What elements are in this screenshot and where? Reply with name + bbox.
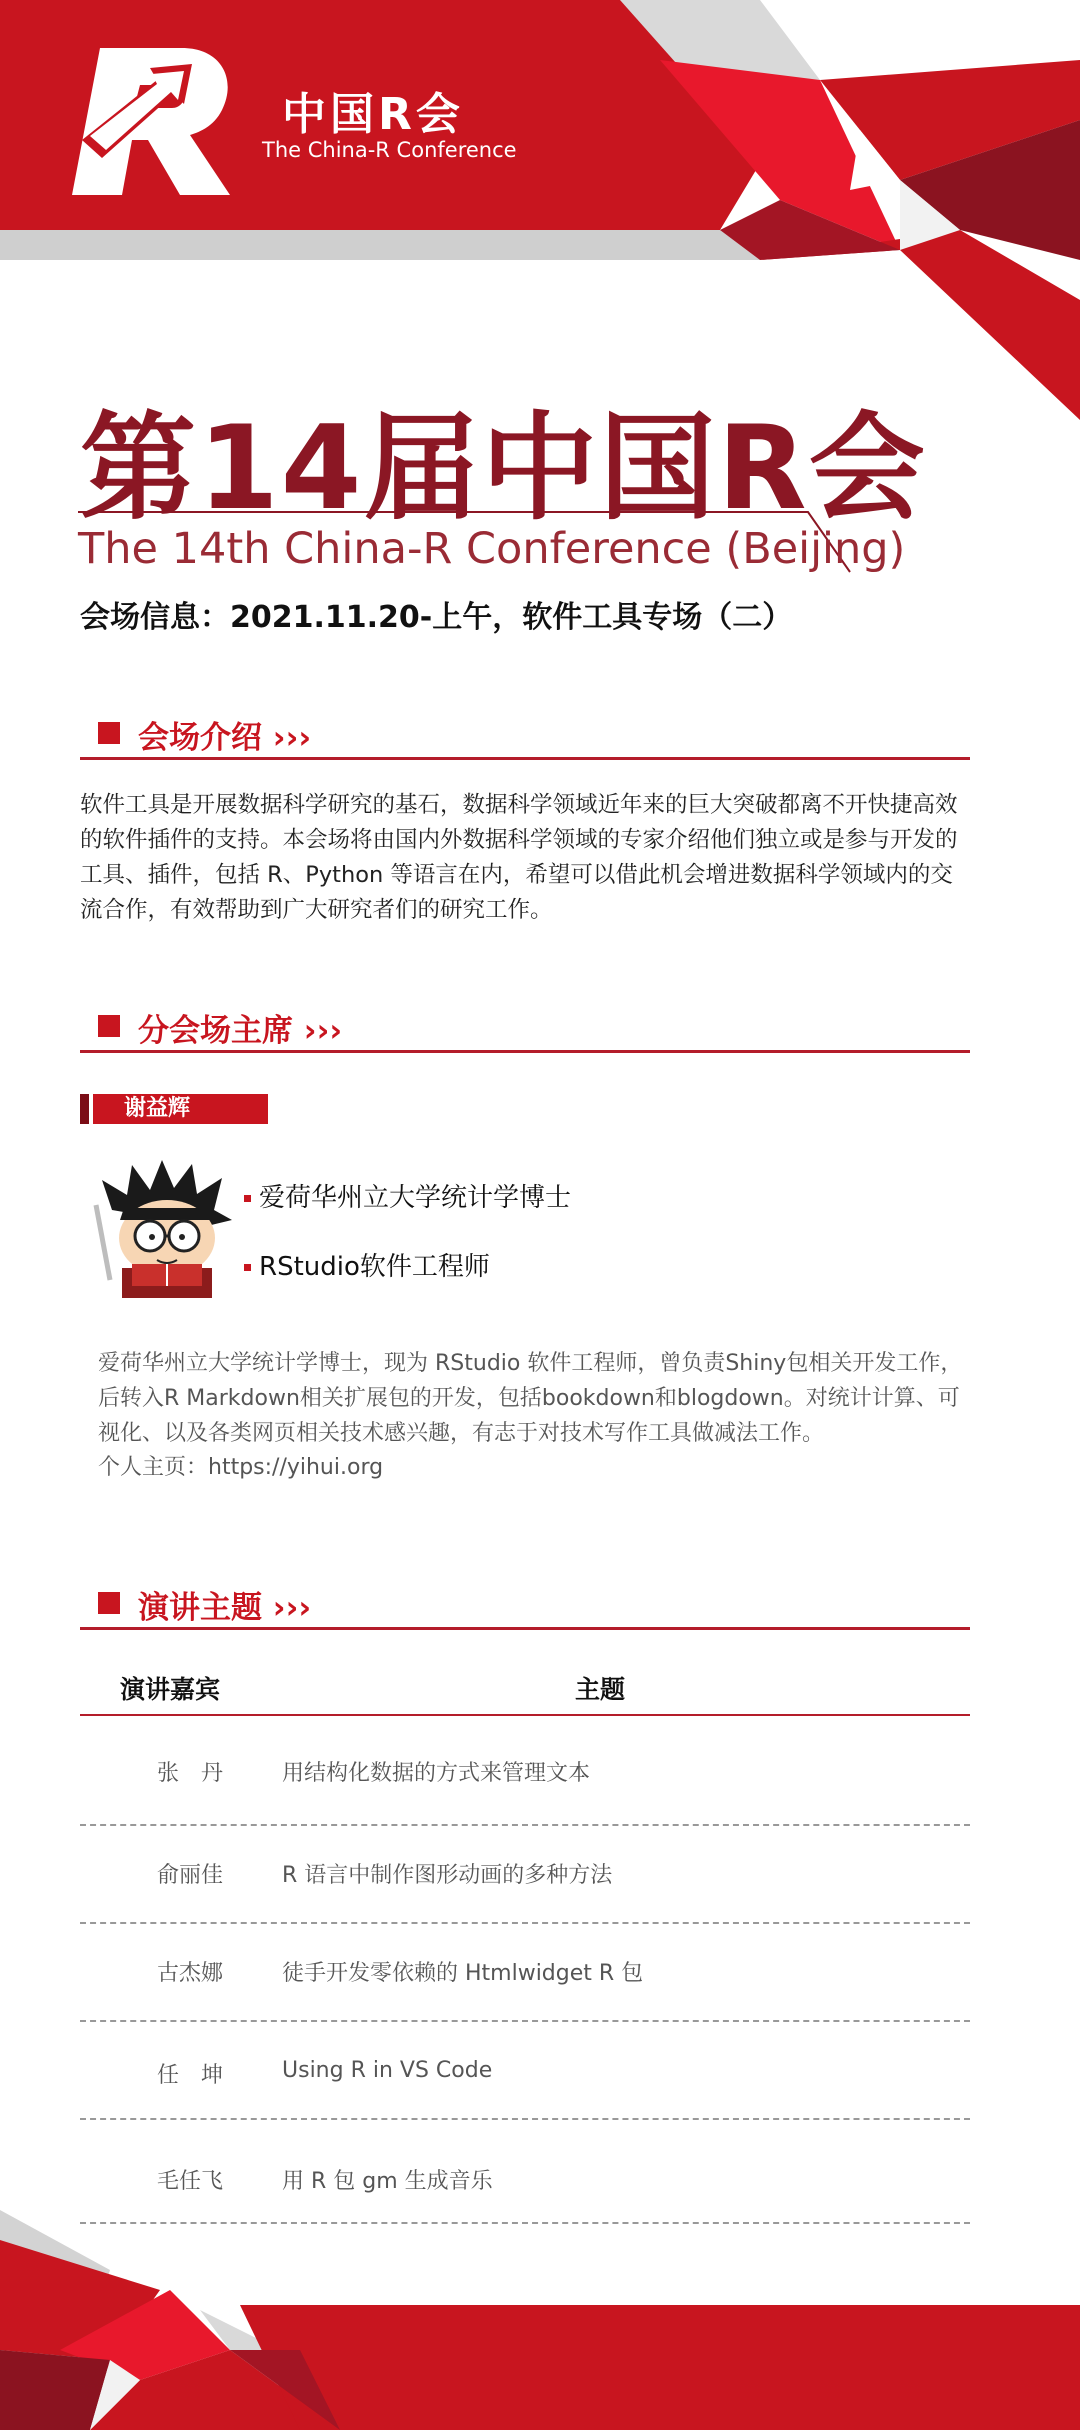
section-square-icon: [98, 1015, 120, 1037]
talk-topic: 用 R 包 gm 生成音乐: [282, 2169, 493, 2194]
col-header-speaker: 演讲嘉宾: [120, 1675, 221, 1704]
section-square-icon: [98, 722, 120, 744]
section-intro-header: [80, 712, 970, 756]
page-subtitle: The 14th China-R Conference (Beijing): [78, 524, 906, 574]
speaker-name: 张 丹: [156, 1761, 223, 1786]
talk-topic: 徒手开发零依赖的 Htmlwidget R 包: [282, 1961, 644, 1986]
page-title: 第14届中国R会: [80, 401, 927, 536]
chair-bullet-1: 爱荷华州立大学统计学博士: [244, 1177, 571, 1214]
bullet-dot-icon: [244, 1264, 251, 1271]
section-divider: [80, 1050, 970, 1053]
speaker-name: 毛任飞: [156, 2169, 223, 2194]
row-divider: [80, 2118, 970, 2120]
chair-name-tag: [80, 1094, 268, 1124]
section-divider: [80, 757, 970, 760]
footer-decoration: [0, 2200, 1080, 2430]
triple-chevron-right-icon: ›››: [272, 1590, 312, 1626]
section-chair-header: [80, 1005, 970, 1049]
logo-cn-text: 中国R会: [282, 89, 464, 140]
talk-topic: R 语言中制作图形动画的多种方法: [282, 1863, 613, 1888]
triple-chevron-right-icon: ›››: [303, 1013, 343, 1049]
section-talks-header: [80, 1582, 970, 1626]
talk-topic: 用结构化数据的方式来管理文本: [282, 1761, 591, 1786]
section-divider: [80, 1627, 970, 1630]
cartoon-avatar-icon: [92, 1160, 242, 1300]
table-row: [80, 2022, 970, 2118]
table-row: [80, 1826, 970, 1922]
bullet-dot-icon: [244, 1195, 251, 1202]
r-logo-icon: [62, 40, 242, 200]
talk-topic: Using R in VS Code: [282, 2058, 493, 2083]
intro-paragraph: 软件工具是开展数据科学研究的基石，数据科学领域近年来的巨大突破都离不开快捷高效的软件插件的支持。本会场将由国内外数据科学领域的专家介绍他们独立或是参与开发的工具、插件，包括 R、Python 等语言在内，希望可以借此机会增进数据科学领域内的交流合作，有效帮助到广大研究者们的研究工作。: [80, 792, 958, 923]
speaker-name: 古杰娜: [156, 1961, 223, 1986]
table-row: [80, 1726, 970, 1822]
chair-bullet-2: RStudio软件工程师: [244, 1246, 490, 1283]
speaker-name: 俞丽佳: [156, 1863, 223, 1888]
chair-name: 谢益辉: [124, 1096, 191, 1121]
table-row: [80, 1924, 970, 2020]
venue-info: 会场信息：2021.11.20-上午，软件工具专场（二）: [80, 600, 793, 635]
speaker-name: 任 坤: [156, 2063, 223, 2088]
chair-bio: 爱荷华州立大学统计学博士，现为 RStudio 软件工程师，曾负责Shiny包相关开发工作，后转入R Markdown相关扩展包的开发，包括bookdown和blogdown。对统计计算、可视化、以及各类网页相关技术感兴趣，有志于对技术写作工具做减法工作。: [98, 1351, 963, 1446]
section-intro-title: 会场介绍 ›››: [138, 720, 312, 756]
section-chair-title: 分会场主席 ›››: [138, 1013, 343, 1049]
logo-en-text: The China-R Conference: [262, 138, 517, 162]
triple-chevron-right-icon: ›››: [272, 720, 312, 756]
table-header-divider: [80, 1714, 970, 1716]
section-square-icon: [98, 1592, 120, 1614]
col-header-topic: 主题: [575, 1675, 626, 1704]
tag-bar: [80, 1094, 93, 1124]
section-talks-title: 演讲主题 ›››: [138, 1590, 312, 1626]
chair-homepage: 个人主页：https://yihui.org: [98, 1455, 384, 1480]
